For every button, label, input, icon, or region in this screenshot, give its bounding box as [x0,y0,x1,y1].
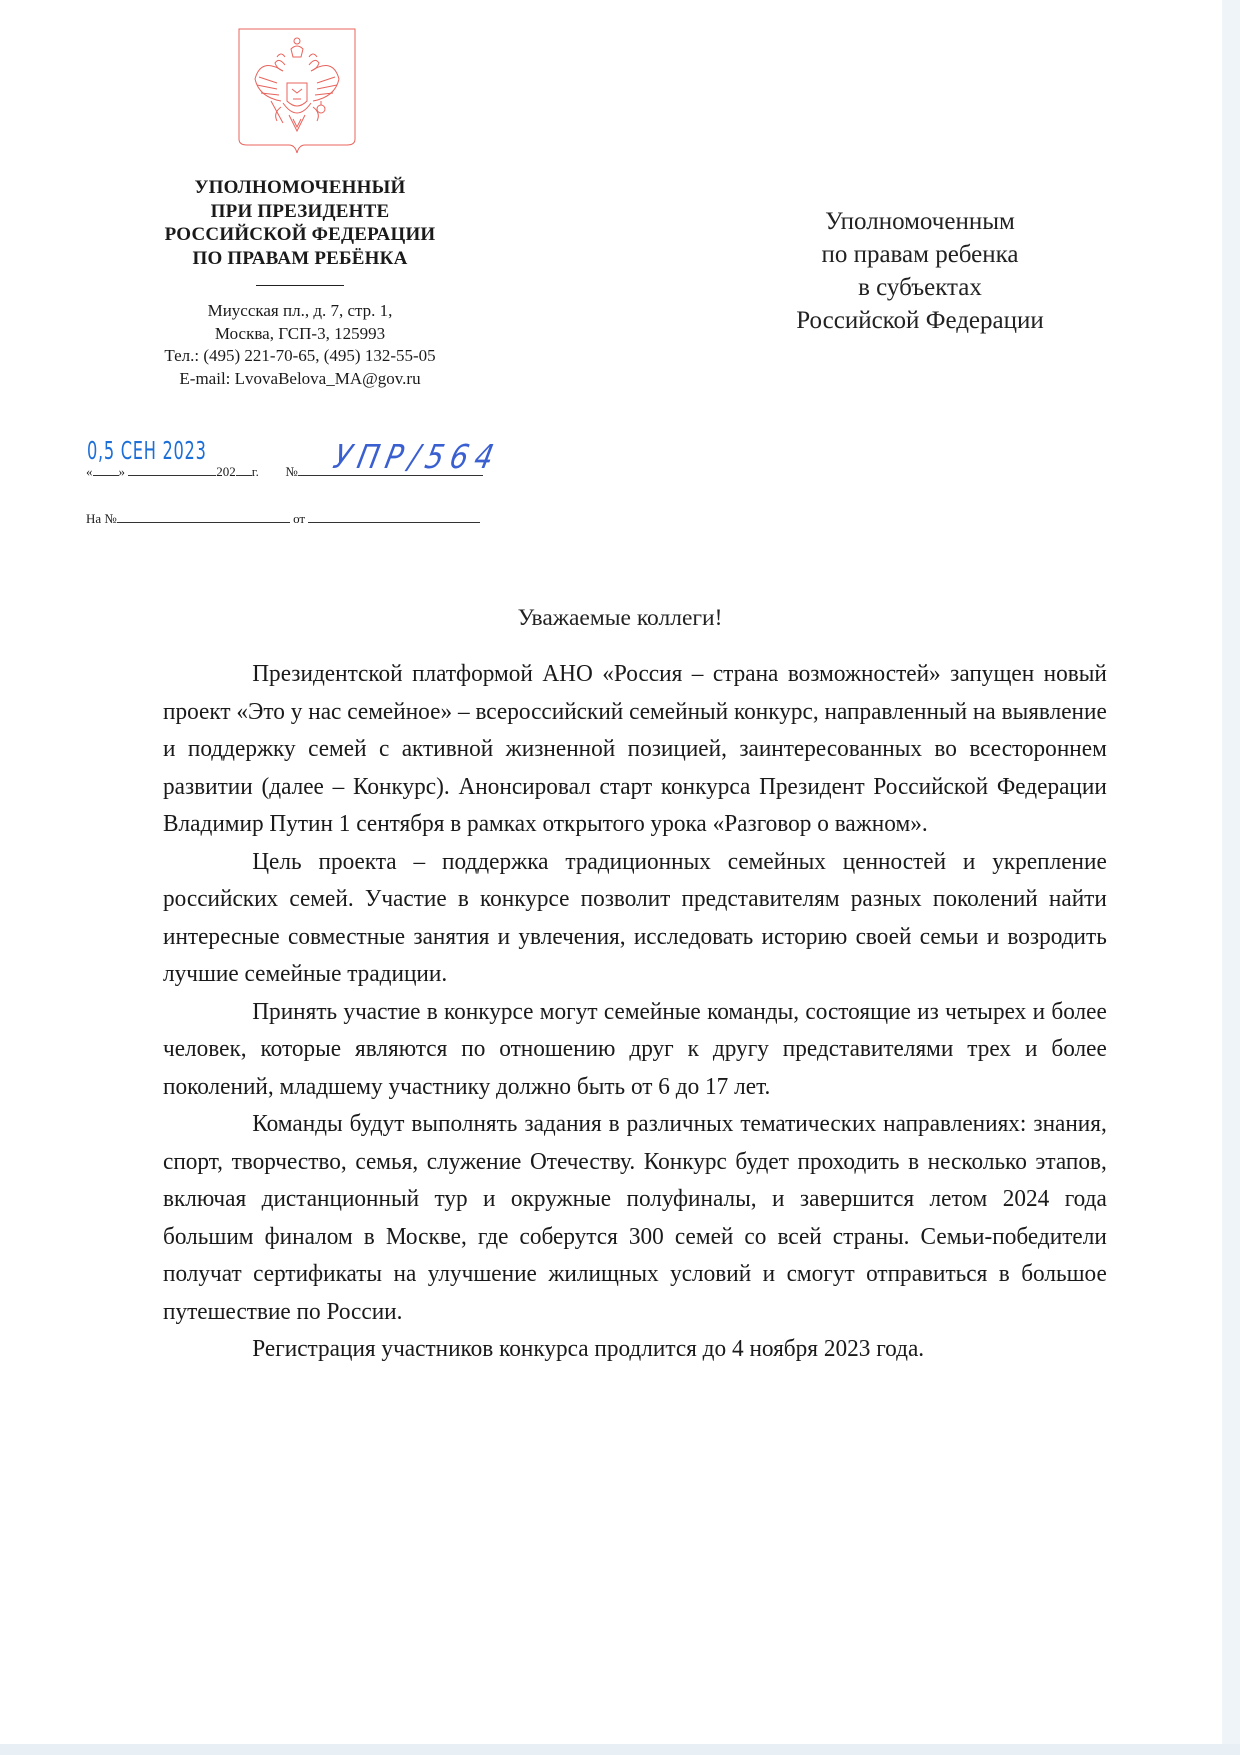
from-label: от [293,511,306,526]
addressee-line: Российской Федерации [796,307,1044,334]
year-suffix: г. [251,464,259,479]
reference-line [86,510,480,527]
number-label: № [285,464,298,479]
body-paragraph: Президентской платформой АНО «Россия – страна возможностей» запущен новый проект «Это у нас семейное» – всероссийский семейный конкурс, направленный на выявление и поддержку семей с активной жизненной позицией, заинтересованных во всестороннем развитии (далее – Конкурс). Анонсировал старт конкурса Президент Российской Федерации Владимир Путин 1 сентября в рамках открытого урока «Разговор о важном». [163,661,1107,837]
sender-title [120,176,480,270]
coat-of-arms-icon [237,27,357,157]
scanner-edge-bottom [0,1744,1240,1755]
addressee-line: по правам ребенка [821,241,1019,268]
year-prefix: 202 [216,464,236,479]
body-paragraph: Принять участие в конкурсе могут семейные команды, состоящие из четырех и более человек, которые являются по отношению друг к другу представителями трех и более поколений, младшему участнику должно быть от 6 до 17 лет. [163,998,1107,1100]
year-blank [236,463,252,476]
body-paragraph: Цель проекта – поддержка традиционных семейных ценностей и укрепление российских семей. Участие в конкурсе позволит представителям разных поколений найти интересные совместные занятия и увлечения, исследовать историю своей семьи и возродить лучшие семейные традиции. [163,848,1107,987]
date-stamp: 0,5 СЕН 2023 [87,436,207,465]
registration-line [86,463,483,480]
reply-to-label: На № [86,511,117,526]
sender-address-line: Миусская пл., д. 7, стр. 1, [207,301,393,320]
sender-title-line: ПО ПРАВАМ РЕБЁНКА [192,247,408,269]
sender-phone: Тел.: (495) 221-70-65, (495) 132-55-05 [164,346,436,365]
sender-title-line: ПРИ ПРЕЗИДЕНТЕ [210,200,390,222]
sender-contacts [120,300,480,390]
body-paragraph: Регистрация участников конкурса продлится до 4 ноября 2023 года. [252,1336,925,1362]
addressee-block [760,205,1080,337]
addressee-line: в субъектах [858,274,982,301]
addressee-line: Уполномоченным [825,208,1015,235]
reply-to-blank [117,510,290,523]
from-blank [308,510,480,523]
handwritten-reg-number: УПР/564 [330,437,504,476]
sender-address-line: Москва, ГСП-3, 125993 [214,323,386,343]
month-blank [128,463,216,476]
sender-title-line: УПОЛНОМОЧЕННЫЙ [194,177,406,198]
sender-block [120,176,480,390]
number-blank [298,463,483,476]
sender-title-line: РОССИЙСКОЙ ФЕДЕРАЦИИ [164,224,436,245]
date-quote-open: « [86,464,93,479]
sender-email[interactable]: E-mail: LvovaBelova_MA@gov.ru [179,368,421,388]
header-divider [256,285,344,286]
day-blank [93,463,119,476]
date-quote-close: » [118,464,125,479]
scanner-edge-right [1222,0,1240,1755]
body-paragraph: Команды будут выполнять задания в различных тематических направлениях: знания, спорт, творчество, семья, служение Отечеству. Конкурс будет проходить в несколько этапов, включая дистанционный тур и окружные полуфиналы, и завершится летом 2024 года большим финалом в Москве, где соберутся 300 семей со всей страны. Семьи-победители получат сертификаты на улучшение жилищных условий и смогут отправиться в большое путешествие по России. [163,1111,1107,1325]
letter-body [163,656,1107,1369]
salutation: Уважаемые коллеги! [517,605,723,631]
